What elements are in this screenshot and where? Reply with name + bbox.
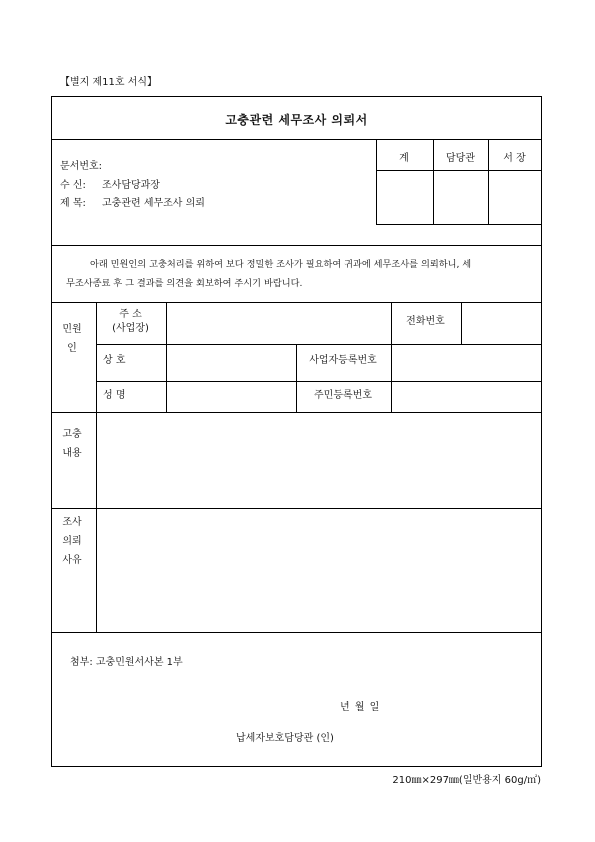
- doc-number-label: 문서번호:: [60, 161, 103, 172]
- subject-label: 제 목:: [60, 198, 86, 209]
- name-label: 성 명: [103, 390, 126, 401]
- address-label: 주 소: [119, 309, 142, 320]
- phone-label: 전화번호: [406, 316, 445, 327]
- request-text-line1: 아래 민원인의 고충처리를 위하여 보다 정밀한 조사가 필요하여 귀과에 세무조사를 의뢰하니, 세: [90, 259, 472, 270]
- approval-sep1: [433, 139, 434, 224]
- phone-col-right: [461, 302, 462, 344]
- approval-col3: 서 장: [503, 153, 526, 164]
- reg-col-right: [391, 344, 392, 412]
- divider-complaint: [52, 508, 541, 509]
- approval-col1: 계: [399, 153, 409, 164]
- recipient-value: 조사담당과장: [102, 180, 160, 191]
- approval-divider: [376, 170, 541, 171]
- business-name-label: 상 호: [103, 355, 126, 366]
- attachment-note: 첨부: 고충민원서사본 1부: [70, 657, 183, 668]
- approval-col2: 담당관: [446, 153, 475, 164]
- complainant-section-label: 민원인: [62, 324, 82, 354]
- address-sub-label: (사업장): [112, 323, 149, 334]
- request-text-line2: 무조사종료 후 그 결과를 의견을 회보하여 주시기 바랍니다.: [66, 278, 303, 289]
- divider-reason: [52, 632, 541, 633]
- signer-line: 납세자보호담당관 (인): [236, 733, 334, 744]
- complaint-section-label: 고충내용: [62, 429, 82, 459]
- date-line: 년 월 일: [340, 702, 380, 713]
- complainant-col1: [166, 302, 167, 412]
- recipient-label: 수 신:: [60, 180, 86, 191]
- reason-section-label: 조사의뢰사유: [62, 517, 82, 566]
- divider-business: [96, 381, 541, 382]
- business-reg-label: 사업자등록번호: [309, 355, 377, 366]
- divider-docinfo: [52, 245, 541, 246]
- label-column-line: [96, 302, 97, 632]
- divider-title: [52, 139, 541, 140]
- divider-body: [52, 302, 541, 303]
- divider-address: [96, 344, 541, 345]
- subject-value: 고충관련 세무조사 의뢰: [102, 198, 205, 209]
- approval-left: [376, 139, 377, 224]
- approval-sep2: [488, 139, 489, 224]
- divider-complainant: [52, 412, 541, 413]
- form-title: 고충관련 세무조사 의뢰서: [225, 113, 368, 127]
- form-header: 【별지 제11호 서식】: [60, 77, 158, 88]
- approval-bottom: [376, 224, 541, 225]
- paper-spec: 210㎜×297㎜(일반용지 60g/㎡): [392, 775, 541, 786]
- resident-reg-label: 주민등록번호: [314, 390, 372, 401]
